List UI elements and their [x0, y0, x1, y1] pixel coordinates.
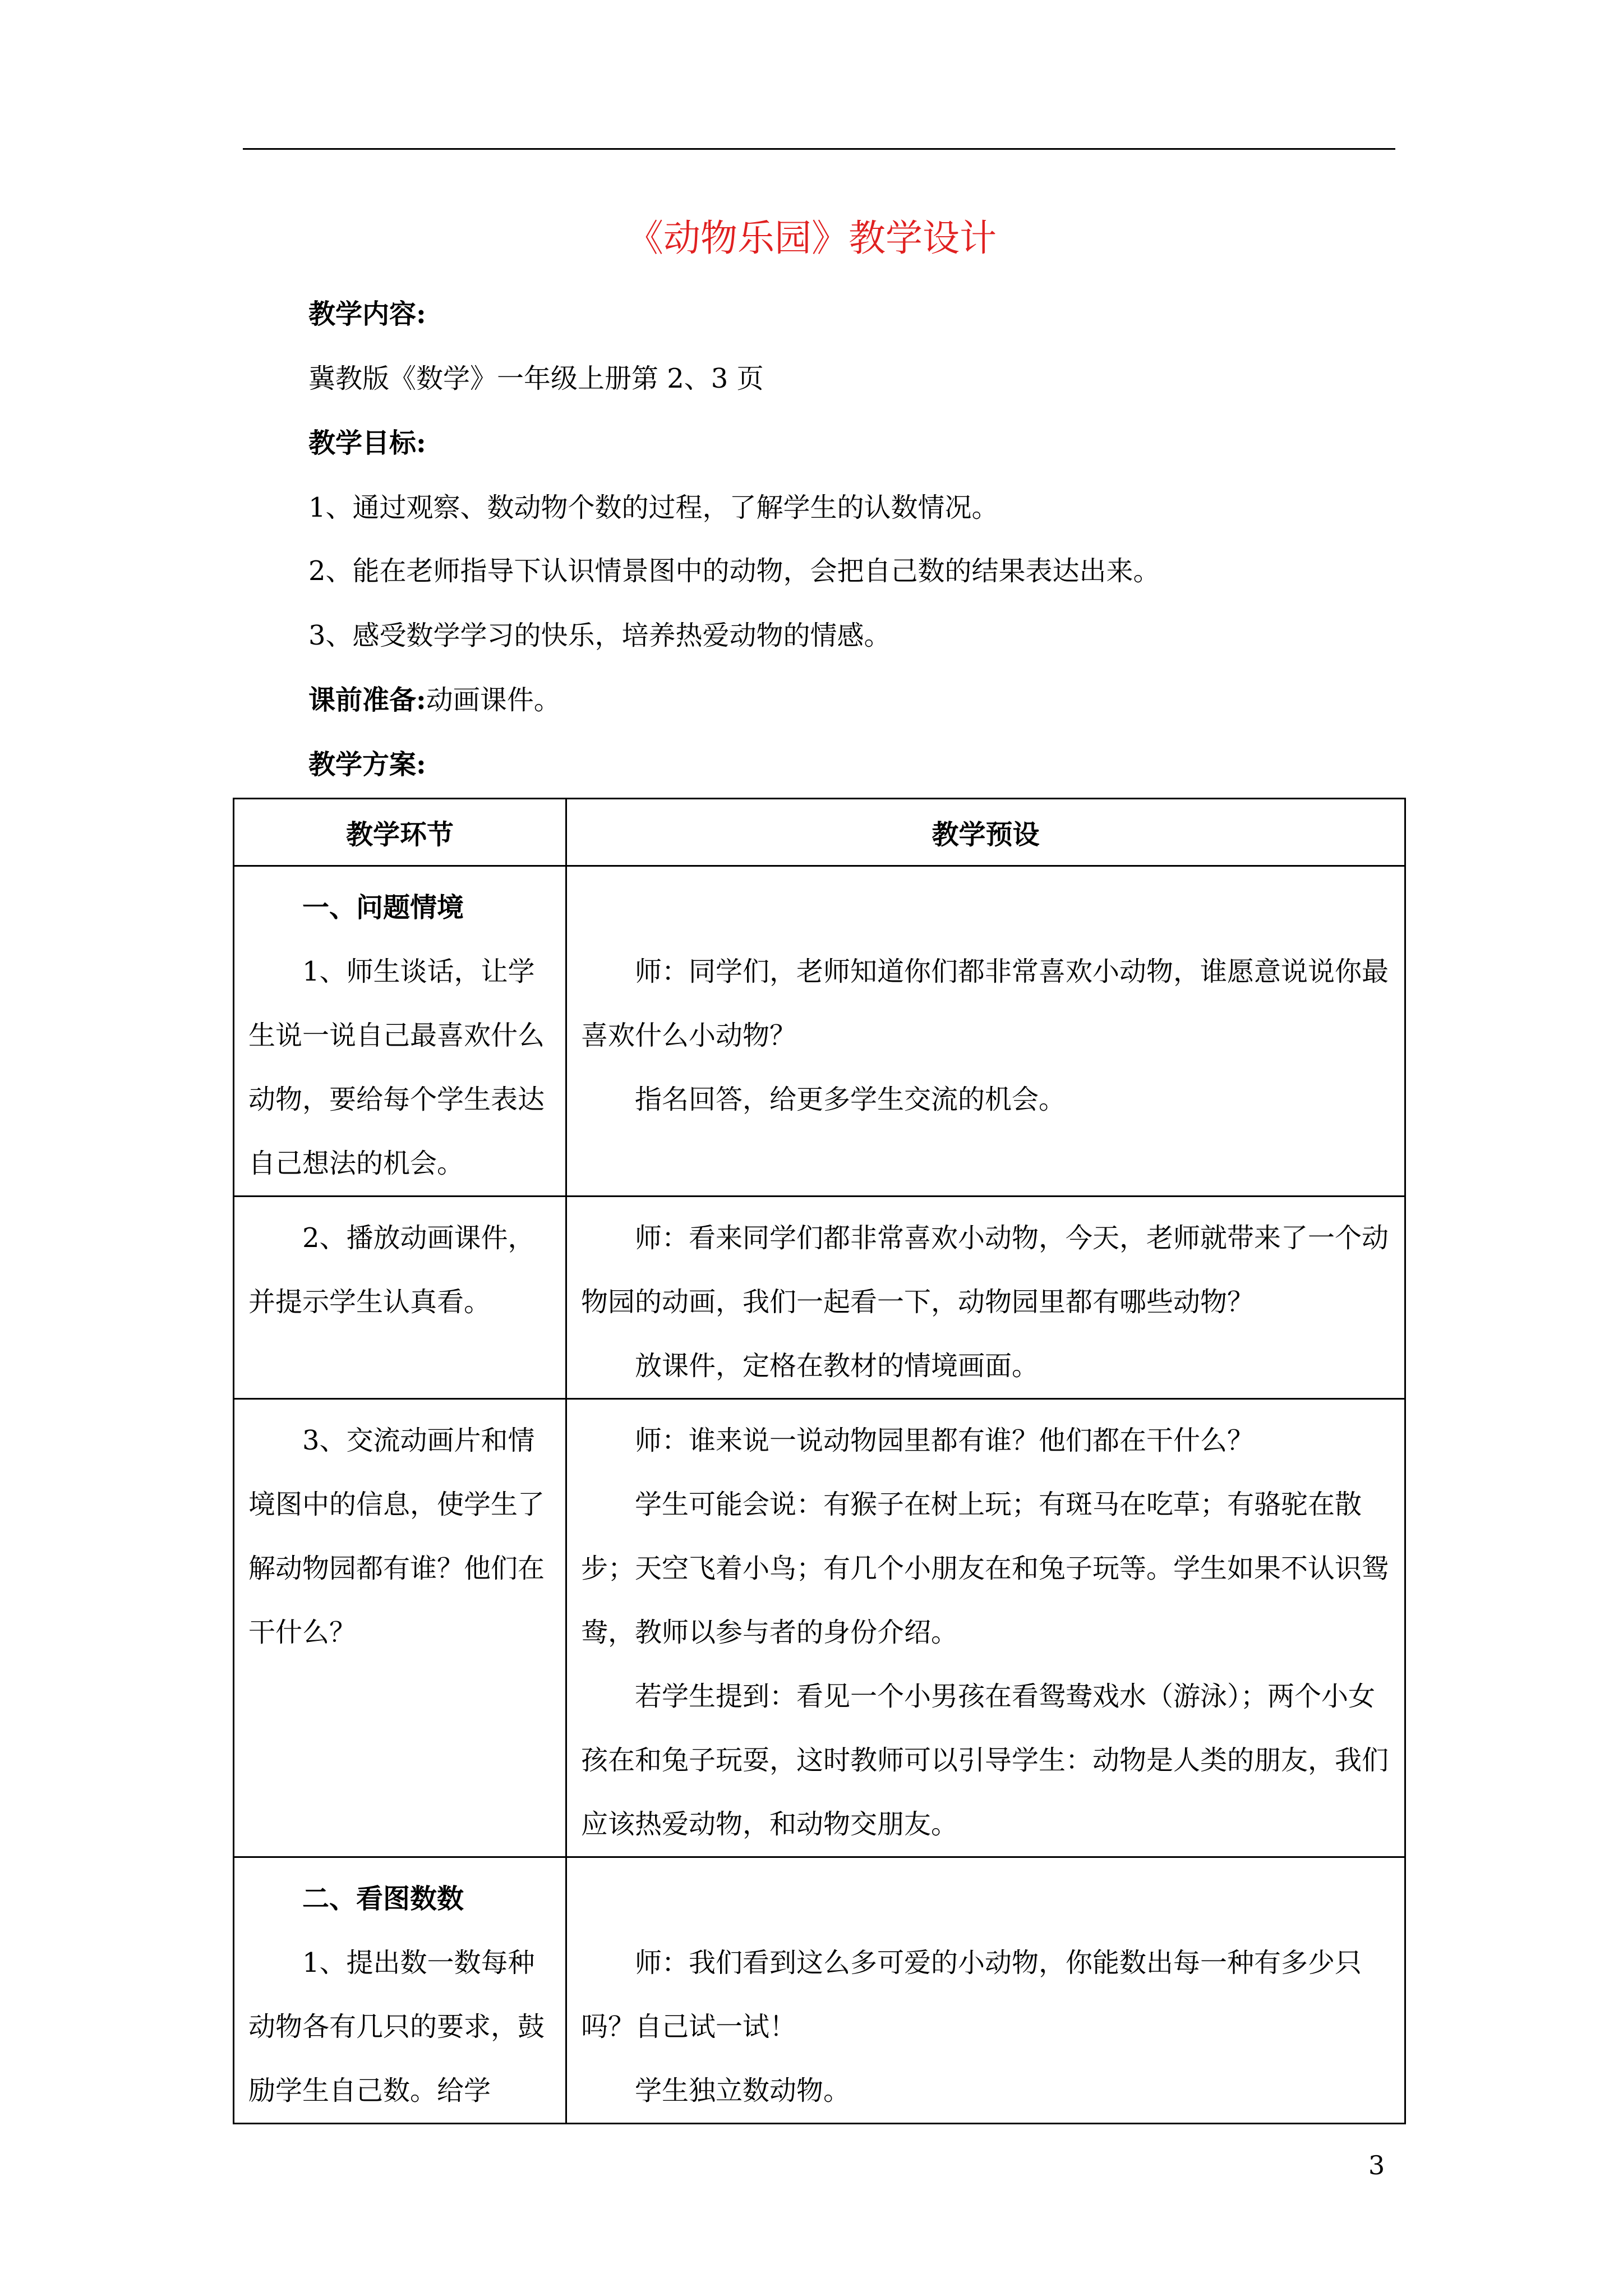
stage-text: 3、交流动画片和情境图中的信息，使学生了解动物园都有谁？他们在干什么？	[248, 1425, 545, 1648]
design-text: 师：谁来说一说动物园里都有谁？他们都在干什么？	[635, 1425, 1255, 1456]
table-row	[234, 1857, 1405, 2124]
goal-item: 3、感受数学学习的快乐，培养热爱动物的情感。	[308, 620, 891, 651]
plan-label: 教学方案:	[308, 749, 426, 780]
prep-label: 课前准备:	[308, 684, 426, 716]
stage-text: 2、播放动画课件，并提示学生认真看。	[248, 1222, 535, 1318]
document-title: 《动物乐园》教学设计	[626, 217, 997, 260]
design-text: 师：我们看到这么多可爱的小动物，你能数出每一种有多少只吗？自己试一试！	[581, 1947, 1362, 2042]
stage-cell	[234, 1399, 566, 1857]
table-header-row	[234, 799, 1405, 866]
table-row	[234, 866, 1405, 1197]
design-cell	[566, 1399, 1405, 1857]
page-number: 3	[1368, 2150, 1385, 2180]
goal-item: 2、能在老师指导下认识情景图中的动物，会把自己数的结果表达出来。	[308, 555, 1160, 587]
goal-item: 1、通过观察、数动物个数的过程，了解学生的认数情况。	[308, 492, 999, 523]
design-cell	[566, 866, 1405, 1197]
stage-cell	[234, 866, 566, 1197]
stage-title: 二、看图数数	[302, 1883, 464, 1915]
design-text: 指名回答，给更多学生交流的机会。	[635, 1084, 1066, 1115]
stage-cell	[234, 1197, 566, 1399]
teaching-plan-table	[233, 798, 1406, 2124]
stage-text: 1、提出数一数每种动物各有几只的要求，鼓励学生自己数。给学	[248, 1947, 545, 2106]
design-text: 放课件，定格在教材的情境画面。	[635, 1350, 1039, 1382]
design-text: 师：看来同学们都非常喜欢小动物，今天，老师就带来了一个动物园的动画，我们一起看一下，动物园里都有哪些动物？	[581, 1222, 1389, 1318]
design-text: 若学生提到：看见一个小男孩在看鸳鸯戏水（游泳）；两个小女孩在和兔子玩耍，这时教师可以引导学生：动物是人类的朋友，我们应该热爱动物，和动物交朋友。	[581, 1681, 1389, 1840]
header-design: 教学预设	[566, 799, 1405, 866]
prep-text: 动画课件。	[426, 684, 561, 716]
design-text: 师：同学们，老师知道你们都非常喜欢小动物，谁愿意说说你最喜欢什么小动物？	[581, 956, 1389, 1051]
stage-cell	[234, 1857, 566, 2124]
table-row	[234, 1399, 1405, 1857]
content-label: 教学内容:	[308, 298, 426, 330]
design-cell	[566, 1197, 1405, 1399]
table-row	[234, 1197, 1405, 1399]
stage-title: 一、问题情境	[302, 892, 464, 923]
header-rule	[243, 148, 1395, 150]
prep-line	[308, 683, 561, 717]
goals-label: 教学目标:	[308, 427, 426, 459]
header-stage: 教学环节	[234, 799, 566, 866]
design-text: 学生可能会说：有猴子在树上玩；有斑马在吃草；有骆驼在散步；天空飞着小鸟；有几个小朋友在和兔子玩等。学生如果不认识鸳鸯，教师以参与者的身份介绍。	[581, 1489, 1389, 1648]
content-text: 冀教版《数学》一年级上册第 2、3 页	[308, 363, 764, 394]
design-cell	[566, 1857, 1405, 2124]
stage-text: 1、师生谈话，让学生说一说自己最喜欢什么动物，要给每个学生表达自己想法的机会。	[248, 956, 545, 1179]
design-text: 学生独立数动物。	[635, 2075, 851, 2106]
